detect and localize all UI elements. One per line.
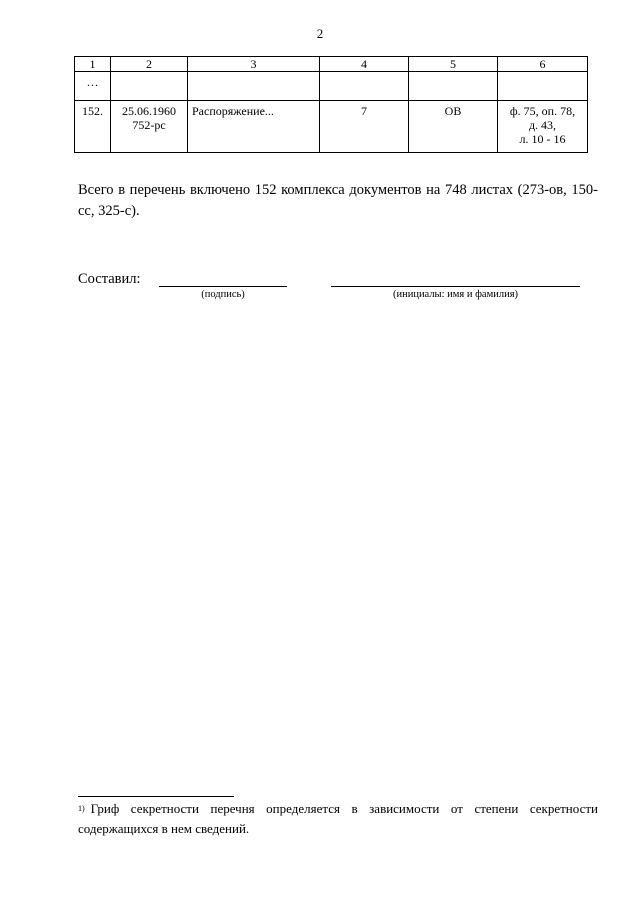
total-summary: Всего в перечень включено 152 комплекса документов на 748 листах (273-ов, 150-сс, 325-с). (78, 182, 598, 219)
row-number-cell: 152. (75, 101, 111, 153)
name-caption: (инициалы: имя и фамилия) (392, 289, 519, 300)
archive-sheets: л. 10 - 16 (519, 132, 566, 146)
table-row (75, 101, 588, 153)
composed-by-label: Составил: (78, 271, 141, 287)
archive-file: д. 43, (528, 118, 557, 132)
empty-cell (188, 72, 320, 101)
column-number: 1 (75, 57, 111, 72)
signature-caption: (подпись) (201, 289, 245, 300)
document-title-cell: Распоряжение... (188, 101, 320, 153)
signature-line (159, 286, 287, 287)
documents-table (74, 56, 588, 153)
table-header-row (75, 57, 588, 72)
footnote-marker: 1) (78, 804, 85, 813)
table-row-ellipsis (75, 72, 588, 101)
footnote (78, 800, 598, 838)
footnote-text: Гриф секретности перечня определяется в зависимости от степени секретности содержащихся в нем сведений. (78, 801, 598, 836)
column-number: 4 (320, 57, 409, 72)
empty-cell (320, 72, 409, 101)
ellipsis-cell: … (75, 72, 111, 101)
archive-fund: ф. 75, оп. 78, (509, 104, 576, 118)
archive-reference-cell (498, 101, 588, 153)
name-line (331, 286, 580, 287)
empty-cell (498, 72, 588, 101)
empty-cell (111, 72, 188, 101)
date-number-cell (111, 101, 188, 153)
document-date: 25.06.1960 (122, 104, 176, 118)
column-number: 6 (498, 57, 588, 72)
column-number: 5 (409, 57, 498, 72)
column-number: 2 (111, 57, 188, 72)
classification-cell: ОВ (409, 101, 498, 153)
sheets-cell: 7 (320, 101, 409, 153)
footnote-divider (78, 796, 234, 797)
empty-cell (409, 72, 498, 101)
column-number: 3 (188, 57, 320, 72)
page-number: 2 (316, 26, 324, 41)
document-number: 752-рс (132, 118, 166, 132)
